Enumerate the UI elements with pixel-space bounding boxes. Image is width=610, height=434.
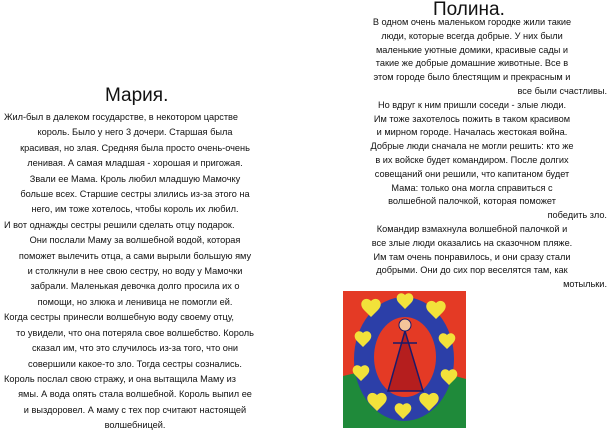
drawing-girl-head [399,319,411,331]
right-story-line: Мама: только она могла справиться с [391,182,553,193]
left-story-line: Они послали Маму за волшебной водой, которая [29,235,241,246]
left-story-line: Жил-был в далеком государстве, в некотором царстве [4,112,238,122]
left-story-line: король. Было у него 3 дочери. Старшая была [37,127,233,138]
right-story-line: в их войске будет командиром. После долгих [375,154,569,165]
left-story-body [4,110,266,434]
left-story-line: красивая, но злая. Средняя была просто очень-очень [20,142,250,153]
left-story-line: И вот однажды сестры решили сделать отцу подарок. [4,219,235,230]
left-story-line: него, им тоже хотелось, чтобы король их любил. [31,204,239,215]
left-story-line: и столкнули в нее свою сестру, но воду у Мамочки [27,266,243,277]
right-story-line: Добрые люди сначала не могли решить: кто же [370,141,574,152]
left-story-line: поможет вылечить отца, а сами вырыли большую яму [18,250,252,261]
right-story-line: все были счастливы. [517,85,607,96]
left-story-line: ленивая. А самая младшая - хорошая и пригожая. [27,158,243,169]
left-story-line: и выздоровел. А маму с тех пор считают настоящей [23,404,247,415]
right-story-line: люди, которые всегда добрые. У них были [381,30,563,41]
child-drawing [343,291,466,428]
left-story-title: Мария. [105,85,169,106]
right-story-line: добрыми. Они до сих пор веселятся там, как [376,265,568,276]
right-story-line: волшебной палочкой, которая поможет [388,196,556,207]
right-story-line: этом городе было блестящим и прекрасным и [373,72,571,83]
right-story-line: победить зло. [547,210,607,221]
right-story-line: Но вдруг к ним пришли соседи - злые люди. [377,99,566,110]
drawing-svg [343,291,466,428]
left-story-line: то увидели, что она потеряла свое волшебство. Король [16,327,254,338]
left-story-line: больше всех. Старшие сестры злились из-за этого на [20,189,250,200]
right-story-title: Полина. [433,0,505,20]
right-story-line: мотыльки. [563,279,607,290]
right-story-line: такие же добрые домашние животные. Все в [375,58,569,69]
right-story-line: маленькие уютные домики, красивые сады и [375,44,569,55]
right-story-line: Командир взмахнула волшебной палочкой и [376,223,568,234]
left-story-line: ямы. А вода опять стала волшебной. Король выпил ее [18,389,252,400]
right-story-line: Им там очень понравилось, и они сразу стали [373,251,571,262]
left-story-line: помощи, но злюка и ленивица не помогли ей. [37,296,233,307]
left-story-line: волшебницей. [104,420,166,431]
left-story-line: Звали ее Мама. Кроль любил младшую Мамочку [29,173,241,184]
left-story-line: Король послал свою стражу, и она вытащила Маму из [4,373,236,384]
right-story-line: совещаний они решили, что капитаном будет [374,168,570,179]
left-story-line: Когда сестры принесли волшебную воду своему отцу, [4,312,234,323]
left-story-line: сказал им, что это случилось из-за того, что они [31,343,239,354]
right-story-line: все злые люди оказались на сказочном пляже. [371,237,573,248]
right-story-line: и мирном городе. Началась жестокая война. [376,127,568,138]
right-story-body [337,16,607,292]
left-story-line: совершили какое-то зло. Тогда сестры сознались. [28,358,242,369]
right-story-line: Им тоже захотелось пожить в таком красивом [373,113,571,124]
right-story-line: В одном очень маленьком городке жили такие [372,17,572,27]
left-story-line: забрали. Маленькая девочка долго просила их о [30,281,240,292]
